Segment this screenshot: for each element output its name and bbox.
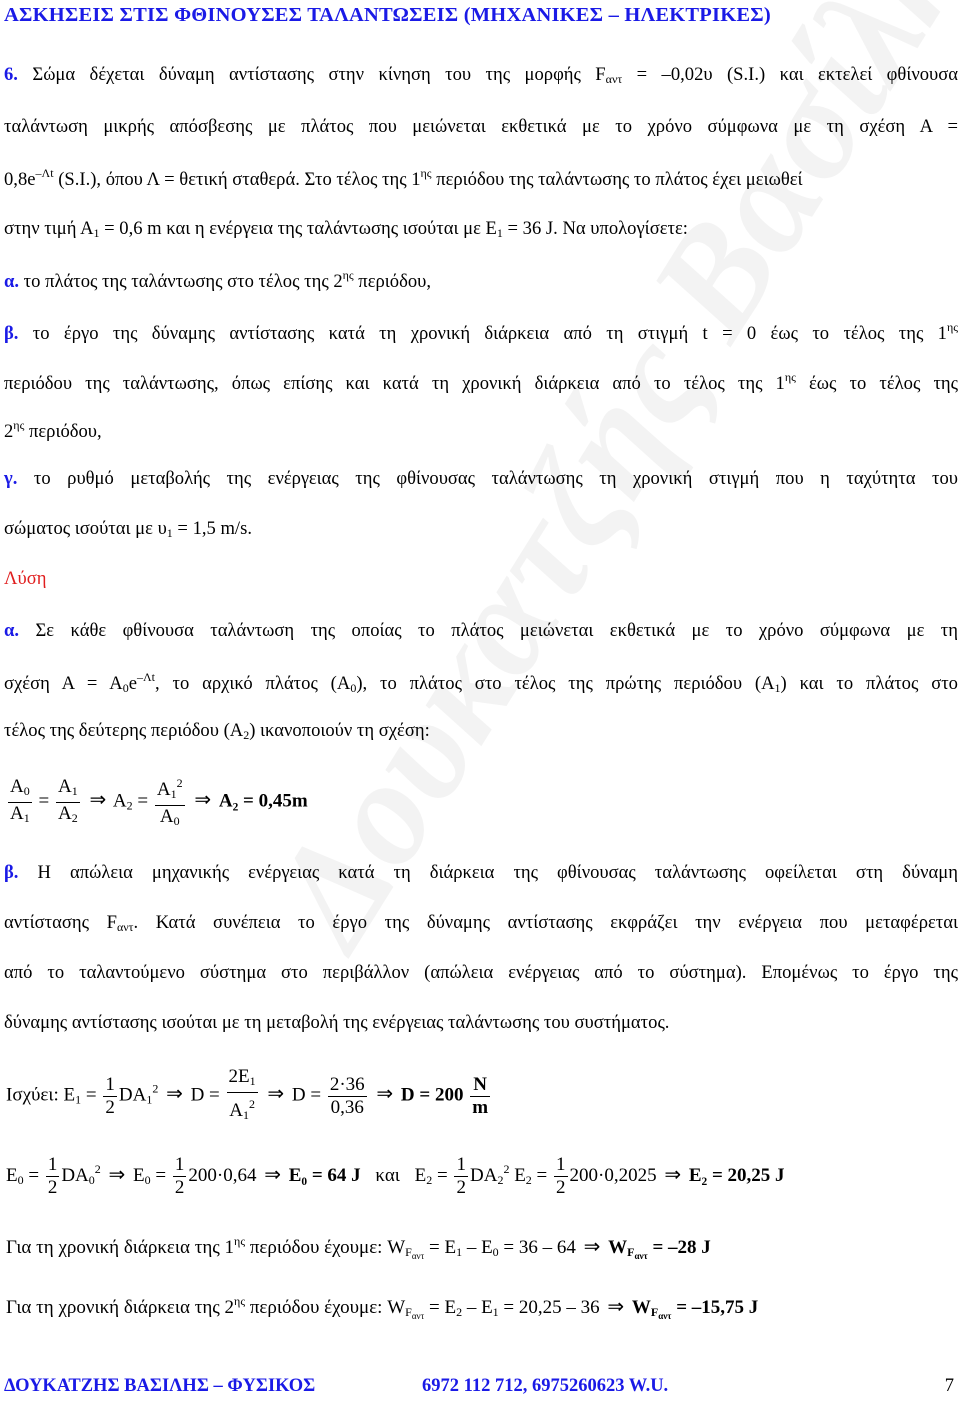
footer-phones: 6972 112 712, 6975260623 W.U. [422,1376,669,1396]
implies-arrow-icon: ⇒ [166,1083,183,1106]
equation-amplitude-ratio: $\frac{A_0}{A_1}$ = $\frac{A_1}{A_2}$ ⇒ $A_2$ = $\frac{A_1^2}{A_0}$ ⇒ A₂ = 0,45m [6,772,308,832]
page-footer [4,1376,954,1397]
implies-arrow-icon: ⇒ [267,1083,285,1106]
solution-title: Λύση [4,568,47,589]
equation-energies: $E_0$ = $\frac{1}{2}$ $DA_0^2$ ⇒ $E_0$ = $\frac{1}{2}$ 200·0,64 ⇒ E₀ = 64 J και $E_2$ = $\frac{1}{2}$ $DA_2^2$ $E_2$ = $\frac{1}{2}$ 200·0,2025 ⇒ E₂ = 20,25 J [6,1154,785,1198]
equation-result-w2: = –15,75 J [676,1297,759,1318]
solution-a-line-1: α. Σε κάθε φθίνουσα ταλάντωση της οποίας το πλάτος μειώνεται εκθετικά με το χρόνο σύμφωνα με τη [4,620,958,641]
equation-result-d: D = 200 [400,1084,464,1106]
equation-result-w1: = –28 J [652,1237,711,1258]
page-header-title: ΑΣΚΗΣΕΙΣ ΣΤΙΣ ΦΘΙΝΟΥΣΕΣ ΤΑΛΑΝΤΩΣΕΙΣ (ΜΗΧΑΝΙΚΕΣ – ΗΛΕΚΤΡΙΚΕΣ) [4,4,771,26]
equation-result-e2: E₂ = 20,25 J [688,1164,785,1186]
equation-work-first-period: Για τη χρονική διάρκεια της $1^{\eta\varsigma}$ περιόδου έχουμε: $W_{F_{\alpha\nu\tau}} = E_1 - E_0 = 36 - 64$ ⇒ $W_{F_{\alpha\nu\tau}} = -28$ J [6,1234,711,1261]
problem-number: 6. [4,64,18,85]
problem-line-1: 6. Σώμα δέχεται δύναμη αντίστασης στην κίνηση του της μορφής $F_{\alpha\nu\tau} = -0,02\upsilon$ (S.I.) και εκτελεί φθίνουσα [4,64,959,86]
question-c-line-2: σώματος ισούται με $\upsilon_1 = 1,5$ m/s. [4,518,252,540]
implies-arrow-icon: ⇒ [194,789,212,812]
implies-arrow-icon: ⇒ [376,1083,394,1106]
implies-arrow-icon: ⇒ [264,1163,281,1186]
solution-b-line-2: αντίστασης $F_{\alpha\nu\tau}$. Κατά συνέπεια το έργο της δύναμης αντίστασης εκφράζει την ενέργεια που μεταφέρεται [4,912,958,934]
problem-line-4: στην τιμή $A_1 = 0,6$ m και η ενέργεια της ταλάντωσης ισούται με $E_1 = 36$ J. Να υπολογίσετε: [4,218,688,240]
problem-line-2: ταλάντωση μικρής απόσβεσης με πλάτος που μειώνεται εκθετικά με το χρόνο σύμφωνα με τη σχέση Α = [4,116,958,137]
implies-arrow-icon: ⇒ [583,1236,601,1258]
question-b-line-2: περιόδου της ταλάντωσης, όπως επίσης και κατά τη χρονική διάρκεια από το τέλος της $1^{\eta\varsigma}$ έως το τέλος της [4,370,958,394]
equation-result-a2: A₂ = 0,45m [218,790,308,812]
equation-result-e0: E₀ = 64 J [288,1164,361,1186]
page-number: 7 [944,1376,954,1396]
question-b-line-3: $2^{\eta\varsigma}$ περιόδου, [4,418,102,442]
implies-arrow-icon: ⇒ [607,1296,625,1318]
solution-a-line-3: τέλος της δεύτερης περιόδου $(A_2)$ ικανοποιούν τη σχέση: [4,720,430,742]
solution-a-line-2: σχέση $A = A_0e^{-\Lambda t}$, το αρχικό πλάτος $(A_0)$, το πλάτος στο τέλος της πρώτης περιόδου $(A_1)$ και το πλάτος στο [4,670,958,695]
question-a: α. το πλάτος της ταλάντωσης στο τέλος της $2^{\eta\varsigma}$ περιόδου, [4,268,431,292]
question-c-line-1: γ. το ρυθμό μεταβολής της ενέργειας της φθίνουσας ταλάντωσης τη χρονική στιγμή που η ταχύτητα του [4,468,958,489]
solution-b-line-1: β. Η απώλεια μηχανικής ενέργειας κατά τη διάρκεια της φθίνουσας ταλάντωσης οφείλεται στη δύναμη [4,862,958,883]
implies-arrow-icon: ⇒ [664,1163,682,1186]
implies-arrow-icon: ⇒ [89,789,107,812]
solution-b-line-3: από το ταλαντούμενο σύστημα στο περιβάλλον (απώλεια ενέργειας από το σύστημα). Επομένως το έργο της [4,962,958,983]
footer-author: ΔΟΥΚΑΤΖΗΣ ΒΑΣΙΛΗΣ – ΦΥΣΙΚΟΣ [4,1376,316,1396]
equation-work-second-period: Για τη χρονική διάρκεια της $2^{\eta\varsigma}$ περιόδου έχουμε: $W_{F_{\alpha\nu\tau}} = E_2 - E_1 = 20,25 - 36$ ⇒ $W_{F_{\alpha\nu\tau}} = -15,75$ J [6,1294,759,1321]
solution-b-line-4: δύναμης αντίστασης ισούται με τη μεταβολή της ενέργειας ταλάντωσης του συστήματος. [4,1012,670,1033]
equation-spring-constant: Ισχύει: $E_1$ = $\frac{1}{2}$ $DA_1^2$ ⇒ D = $\frac{2E_1}{A_1^2}$ ⇒ D = $\frac{2\cdot 36}{0,36}$ ⇒ D = 200 $\frac{N}{m}$ [6,1066,489,1122]
problem-line-3: $0,8e^{-\Lambda t}$ (S.I.), όπου Λ = θετική σταθερά. Στο τέλος της $1^{\eta\varsigma}$ περιόδου της ταλάντωσης το πλάτος έχει μειωθεί [4,166,803,190]
question-b-line-1: β. το έργο της δύναμης αντίστασης κατά τη χρονική διάρκεια από τη στιγμή t = 0 έως το τέλος της $1^{\eta\varsigma}$ [4,320,958,344]
implies-arrow-icon: ⇒ [108,1163,126,1186]
